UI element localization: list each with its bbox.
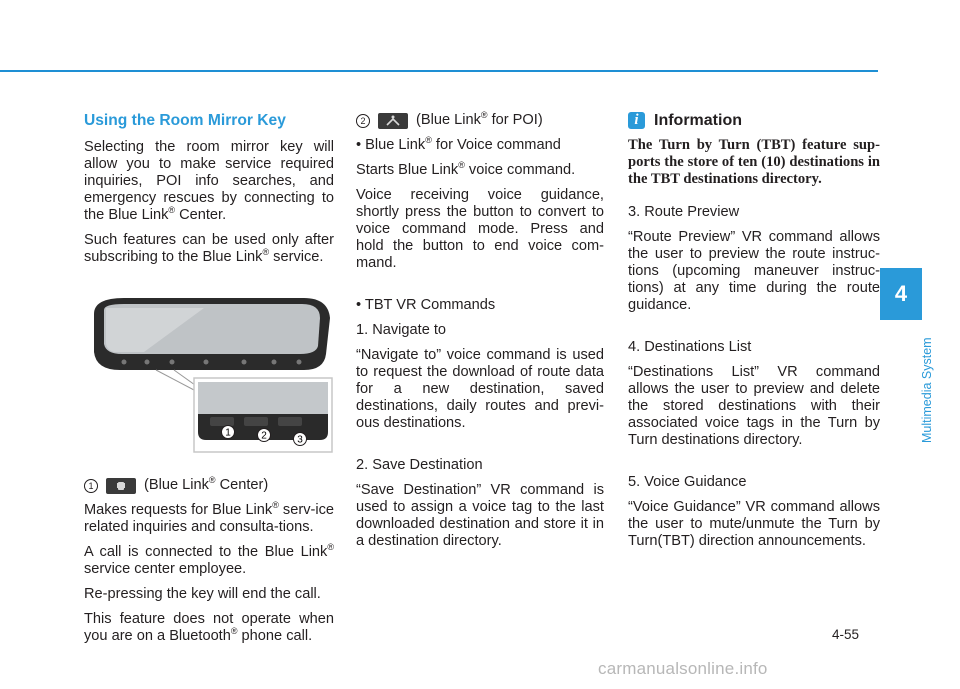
subscription-paragraph: Such features can be used only after subscribing to the Blue Link® service. [84,232,334,265]
voice-command-bullet: • Blue Link® for Voice command [356,135,561,153]
starts-voice-paragraph: Starts Blue Link® voice command. [356,160,576,178]
navigate-text: “Navigate to” voice command is used to request the download of route data for a new destination, saved destinations, daily routes and previ-ous destinations. [356,347,604,431]
page-number: 4-55 [832,627,860,642]
route-preview-title: 3. Route Preview [628,204,740,220]
middle-column [356,112,604,558]
navigate-title: 1. Navigate to [356,322,447,338]
section-heading: Using the Room Mirror Key [84,112,286,129]
save-destination-title: 2. Save Destination [356,457,483,473]
voice-guidance-paragraph: Voice receiving voice guidance, shortly press the button to convert to voice command mode. Press and hold the button to end voice com-mand. [356,187,604,271]
route-preview-text: “Route Preview” VR command allows the user to preview the route instruc-tions (upcoming maneuver instruc-tions) at any time during the route guidance. [628,229,880,313]
destinations-list-title: 4. Destinations List [628,339,752,355]
top-rule [0,70,878,72]
blue-link-center-paragraph: Makes requests for Blue Link® serv-ice related inquiries and consulta-tions. [84,500,335,535]
left-column [84,112,334,653]
button1-number: 1 [84,479,98,493]
blue-link-poi-key-icon [378,113,408,129]
voice-guidance-text: “Voice Guidance” VR command allows the user to mute/unmute the Turn by Turn(TBT) direction announcements. [628,499,880,549]
information-header [628,112,880,129]
info-icon: i [628,112,645,129]
button2-number: 2 [356,114,370,128]
information-title: Information [654,112,742,129]
callout-1: 1 [225,427,231,439]
chapter-label: Multimedia System [920,337,934,443]
destinations-list-text: “Destinations List” VR command allows the user to preview and delete the stored destinations with their associated voice tags in the Turn by Turn destinations directory. [628,364,880,448]
watermark: carmanualsonline.info [598,659,768,678]
room-mirror-figure [84,294,334,464]
save-destination-text: “Save Destination” VR command is used to assign a voice tag to the last downloaded destination and store it in a destination directory. [356,482,604,549]
right-column [628,112,880,558]
bluetooth-paragraph: This feature does not operate when you are on a Bluetooth® phone call. [84,611,334,644]
chapter-tab: 4 [880,268,922,320]
blue-link-center-key-icon [106,478,136,494]
intro-paragraph: Selecting the room mirror key will allow you to make service required inquiries, POI info searches, and emergency rescues by connecting to the Blue Link® Center. [84,139,334,223]
tbt-commands-bullet: • TBT VR Commands [356,297,496,313]
re-press-paragraph: Re-pressing the key will end the call. [84,586,321,602]
callout-3: 3 [297,434,303,446]
information-text: The Turn by Turn (TBT) feature sup-ports the store of ten (10) destinations in the TBT destinations directory. [628,137,880,187]
voice-guidance-title: 5. Voice Guidance [628,474,747,490]
button2-caption: 2 (Blue Link® for POI) [356,112,604,129]
callout-2: 2 [261,430,267,442]
button1-caption: 1 (Blue Link® Center) [84,477,334,494]
call-connected-paragraph: A call is connected to the Blue Link® service center employee. [84,542,334,577]
